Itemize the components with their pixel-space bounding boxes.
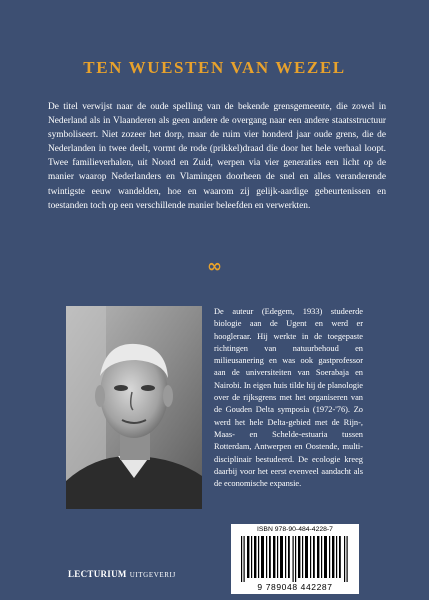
author-bio: De auteur (Edegem, 1933) studeerde biologie aan de Ugent en werd er hoogleraar. Hij werkte in de toegepaste richtingen van natuurbehoud en milieusanering en was ook gastprofessor aan de universiteiten van Soerabaja en Nairobi. In eigen huis tilde hij de planologie over de rijksgrens met het organiseren van de Gouden Delta symposia (1972-'76). Zo werd het hele Delta-gebied met de Rijn-, Maas- en Schelde-estuaria tussen Rotterdam, Antwerpen en Oostende, multi-disciplinair bestudeerd. De ecologie kreeg daarbij voor het eerst evenveel aandacht als de economische expansie.: [214, 307, 363, 489]
author-portrait-icon: [66, 306, 202, 509]
publisher-name: LECTURIUM: [68, 569, 127, 579]
isbn-label: ISBN 978-90-484-4228-7: [257, 526, 333, 533]
isbn-barcode: [231, 524, 359, 594]
infinity-ornament-icon: ∞: [207, 256, 222, 277]
barcode-digits: 9 789048 442287: [257, 582, 333, 592]
publisher-logo: [68, 569, 176, 579]
book-title: TEN WUESTEN VAN WEZEL: [83, 58, 346, 77]
author-photo: [66, 306, 202, 509]
publisher-suffix: UITGEVERIJ: [129, 571, 176, 579]
book-blurb: De titel verwijst naar de oude spelling van de bekende grensgemeente, die zowel in Nederland als in Vlaanderen als geen andere de overgang naar een andere staatsstructuur symboliseert. Niet zozeer het dorp, maar de ruim vier honderd jaar oude grens, die de Nederlanden in twee deelt, vormt de rode (prikkel)draad die door het hele verhaal loopt. Twee familieverhalen, uit Noord en Zuid, werpen via vier generaties een licht op de manier waarop Nederlanders en Vlamingen doorheen de snel en alles veranderende twintigste eeuw wandelden, hoe en waarom zij gelijk-aardige gebeurtenissen en toestanden toch op een verschillende manier beleefden en verwerkten.: [48, 102, 386, 211]
barcode-bars-icon: [239, 536, 351, 582]
